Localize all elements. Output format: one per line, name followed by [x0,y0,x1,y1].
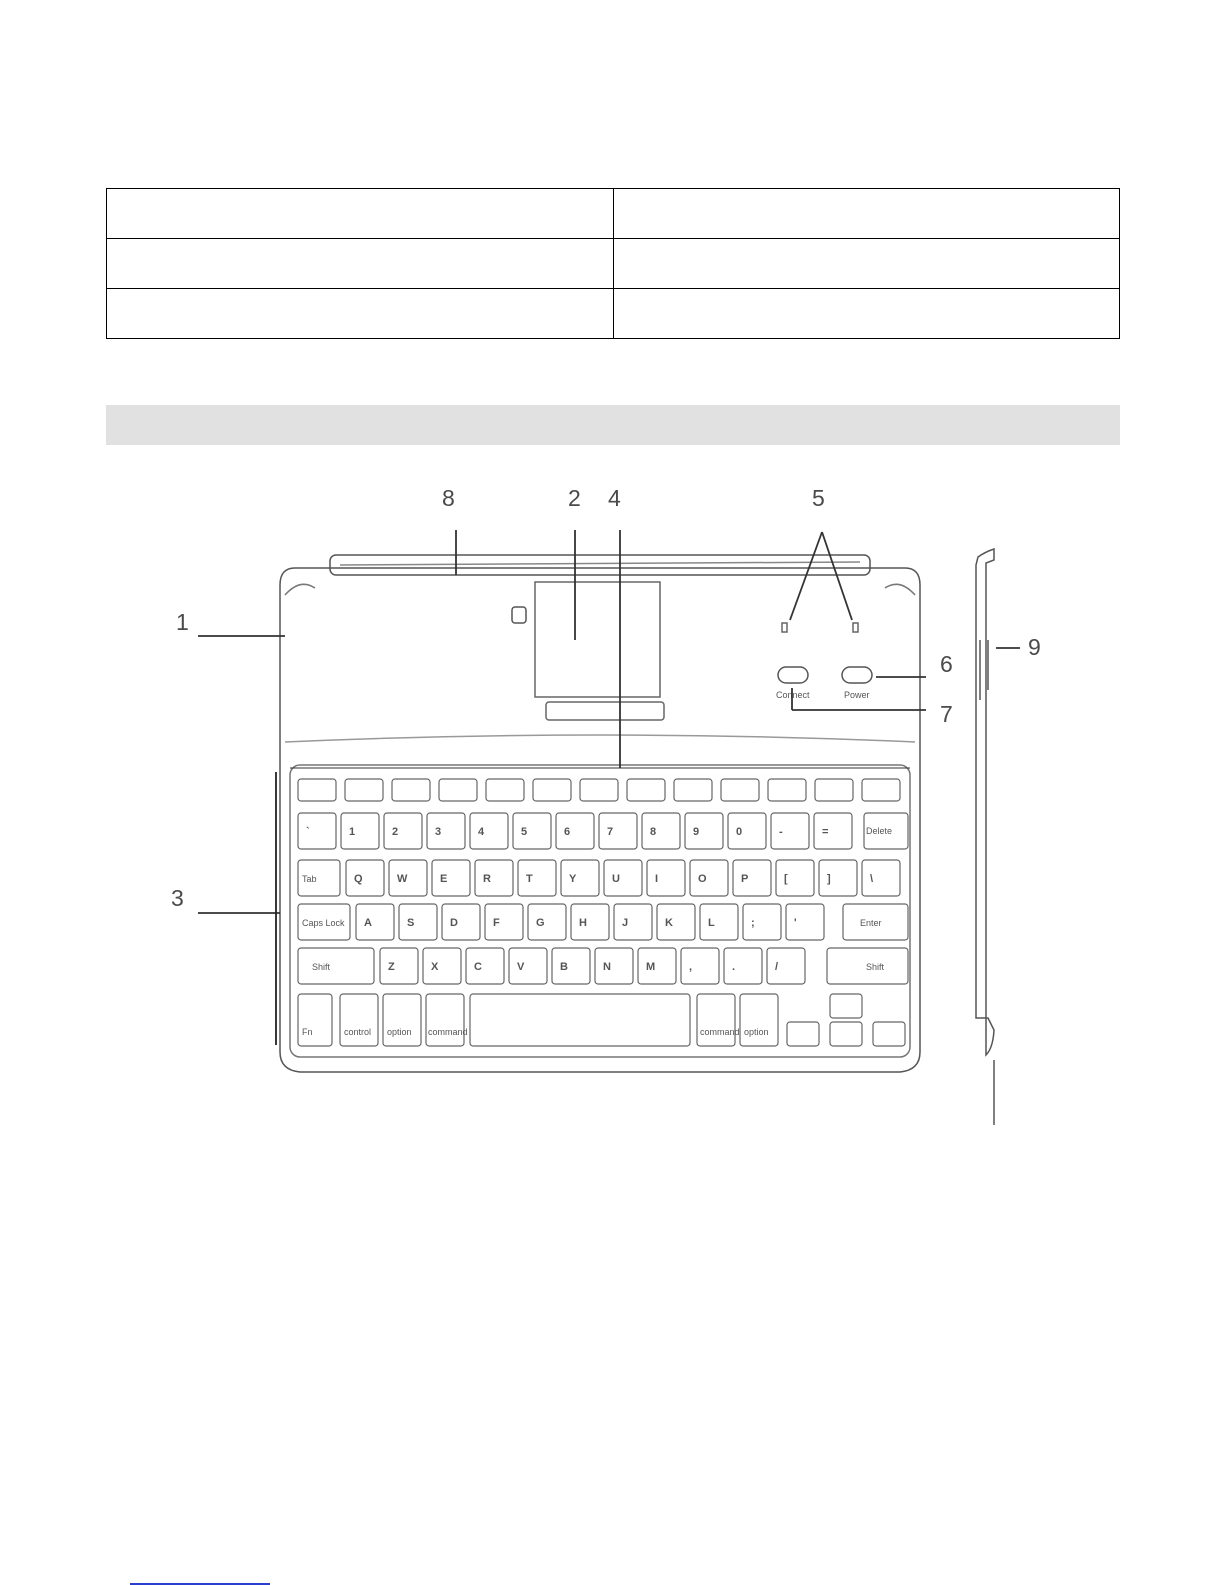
callout-1: 1 [176,609,189,635]
power-switch [842,667,872,683]
keyboard-key-label: O [698,873,707,885]
tab-label: Tab [302,874,317,884]
keyboard-key [552,948,590,984]
keyboard-key [595,948,633,984]
keyboard-key-label: , [689,961,693,973]
space-bar [470,994,690,1046]
keyboard-key [786,904,824,940]
keyboard-key-label: - [779,826,783,838]
option-key [383,994,421,1046]
keyboard-key [599,813,637,849]
fn-key [768,779,806,801]
keyboard-key-label: D [450,917,458,929]
keyboard-key [776,860,814,896]
keyboard-key [466,948,504,984]
fn-key [439,779,477,801]
keyboard-key [657,904,695,940]
arrow-left-key [787,1022,819,1046]
keyboard-key-label: F [493,917,500,929]
callout-3: 3 [171,885,184,911]
callout-4: 4 [608,485,621,511]
keyboard-key [862,860,900,896]
keyboard-key-label: [ [784,873,788,885]
keyboard-key [561,860,599,896]
fn-key [721,779,759,801]
keyboard-key-label: J [622,917,629,929]
keyboard-key-label: 4 [478,826,485,838]
command-key [426,994,464,1046]
keyboard-key-label: B [560,961,568,973]
keyboard-key-label: I [655,873,659,885]
power-label: Power [844,690,870,700]
keyboard-key [356,904,394,940]
keyboard-key-label: R [483,873,491,885]
command-label: command [428,1027,468,1037]
keyboard-key-label: U [612,873,620,885]
keyboard-key [475,860,513,896]
keyboard-key-label: ] [827,873,831,885]
keyboard-key-label: M [646,961,656,973]
fn-key [345,779,383,801]
keyboard-key-label: L [708,917,715,929]
keyboard-key [528,904,566,940]
keyboard-key-label: X [431,961,439,973]
fn-key [627,779,665,801]
caps-label: Caps Lock [302,918,345,928]
keyboard-key-label: ` [306,826,310,838]
arrow-down-key [830,1022,862,1046]
keyboard-key [432,860,470,896]
keyboard-key [513,813,551,849]
keyboard-key [685,813,723,849]
keyboard-key-label: A [364,917,372,929]
keyboard-key-label: ; [751,917,755,929]
keyboard-key [819,860,857,896]
keyboard-key [380,948,418,984]
option-label: option [387,1027,412,1037]
keyboard-key-label: H [579,917,587,929]
keyboard-key-label: S [407,917,415,929]
keyboard-key-label: V [517,961,525,973]
keyboard-key [509,948,547,984]
keyboard-key [728,813,766,849]
keyboard-key [518,860,556,896]
fn-key [392,779,430,801]
keyboard-key [724,948,762,984]
keyboard-key [485,904,523,940]
fn-label: Fn [302,1027,313,1037]
keyboard-key [690,860,728,896]
keyboard-key-label: 2 [392,826,399,838]
keyboard-key-label: P [741,873,749,885]
keyboard-key-label: 3 [435,826,442,838]
keyboard-key [427,813,465,849]
keyboard-key [642,813,680,849]
keyboard-key [341,813,379,849]
callout-7: 7 [940,701,953,727]
keyboard-key [399,904,437,940]
arrow-right-key [873,1022,905,1046]
side-profile [976,549,994,1125]
keyboard-key-label: G [536,917,545,929]
control-label: control [344,1027,372,1037]
keyboard-key [384,813,422,849]
left-shift-label: Shift [312,962,331,972]
keyboard-key-label: T [526,873,533,885]
keyboard-key [614,904,652,940]
keyboard-key-label: 7 [607,826,614,838]
keyboard-key-label: 6 [564,826,571,838]
keyboard-key [346,860,384,896]
keyboard-key-label: 5 [521,826,528,838]
callout-8: 8 [442,485,455,511]
keyboard-key [771,813,809,849]
keyboard-key-label: / [775,961,779,973]
keyboard-key-label: C [474,961,482,973]
keyboard-keys [298,813,900,984]
left-shift-key [298,948,374,984]
fn-key [580,779,618,801]
keyboard-key [814,813,852,849]
right-option-key [740,994,778,1046]
keyboard-key [470,813,508,849]
keyboard-key-label: 1 [349,826,356,838]
keyboard-key [442,904,480,940]
fn-key [862,779,900,801]
keyboard-key [556,813,594,849]
keyboard-key [571,904,609,940]
right-option-label: option [744,1027,769,1037]
keyboard-key-label: Q [354,873,363,885]
callout-5: 5 [812,485,825,511]
keyboard-key-label: 9 [693,826,700,838]
right-command-key [697,994,735,1046]
enter-label: Enter [860,918,882,928]
keyboard-key [700,904,738,940]
keyboard-key [604,860,642,896]
keyboard-key [638,948,676,984]
arrow-up-key [830,994,862,1018]
callout-9: 9 [1028,634,1041,660]
control-key [340,994,378,1046]
keyboard-key [733,860,771,896]
charge-led [853,623,858,632]
connect-button [778,667,808,683]
keyboard-key [681,948,719,984]
right-command-label: command [700,1027,740,1037]
keyboard-key-label: = [822,826,829,838]
fn-modifier-key [298,994,332,1046]
right-shift-label: Shift [866,962,885,972]
keyboard-key-label: . [732,961,736,973]
fn-key [674,779,712,801]
callout-6: 6 [940,651,953,677]
fn-key [815,779,853,801]
keyboard-key-label: ' [794,917,797,929]
keyboard-key-label: 8 [650,826,657,838]
keyboard-key-label: Y [569,873,577,885]
keyboard-key [767,948,805,984]
keyboard-key-label: \ [870,873,874,885]
keyboard-key-label: N [603,961,611,973]
fn-key [298,779,336,801]
delete-label: Delete [866,826,893,836]
tablet-stand [535,582,660,697]
keyboard-key [423,948,461,984]
connect-label: Connect [776,690,810,700]
keyboard-key-label: W [397,873,408,885]
fn-key [533,779,571,801]
keyboard-key-label: Z [388,961,395,973]
fn-key [486,779,524,801]
keyboard-key [298,813,336,849]
bluetooth-led [782,623,787,632]
callout-2: 2 [568,485,581,511]
keyboard-key-label: E [440,873,448,885]
keyboard-key-label: 0 [736,826,743,838]
keyboard-key [743,904,781,940]
keyboard-key-label: K [665,917,673,929]
keyboard-key [647,860,685,896]
keyboard-key [389,860,427,896]
